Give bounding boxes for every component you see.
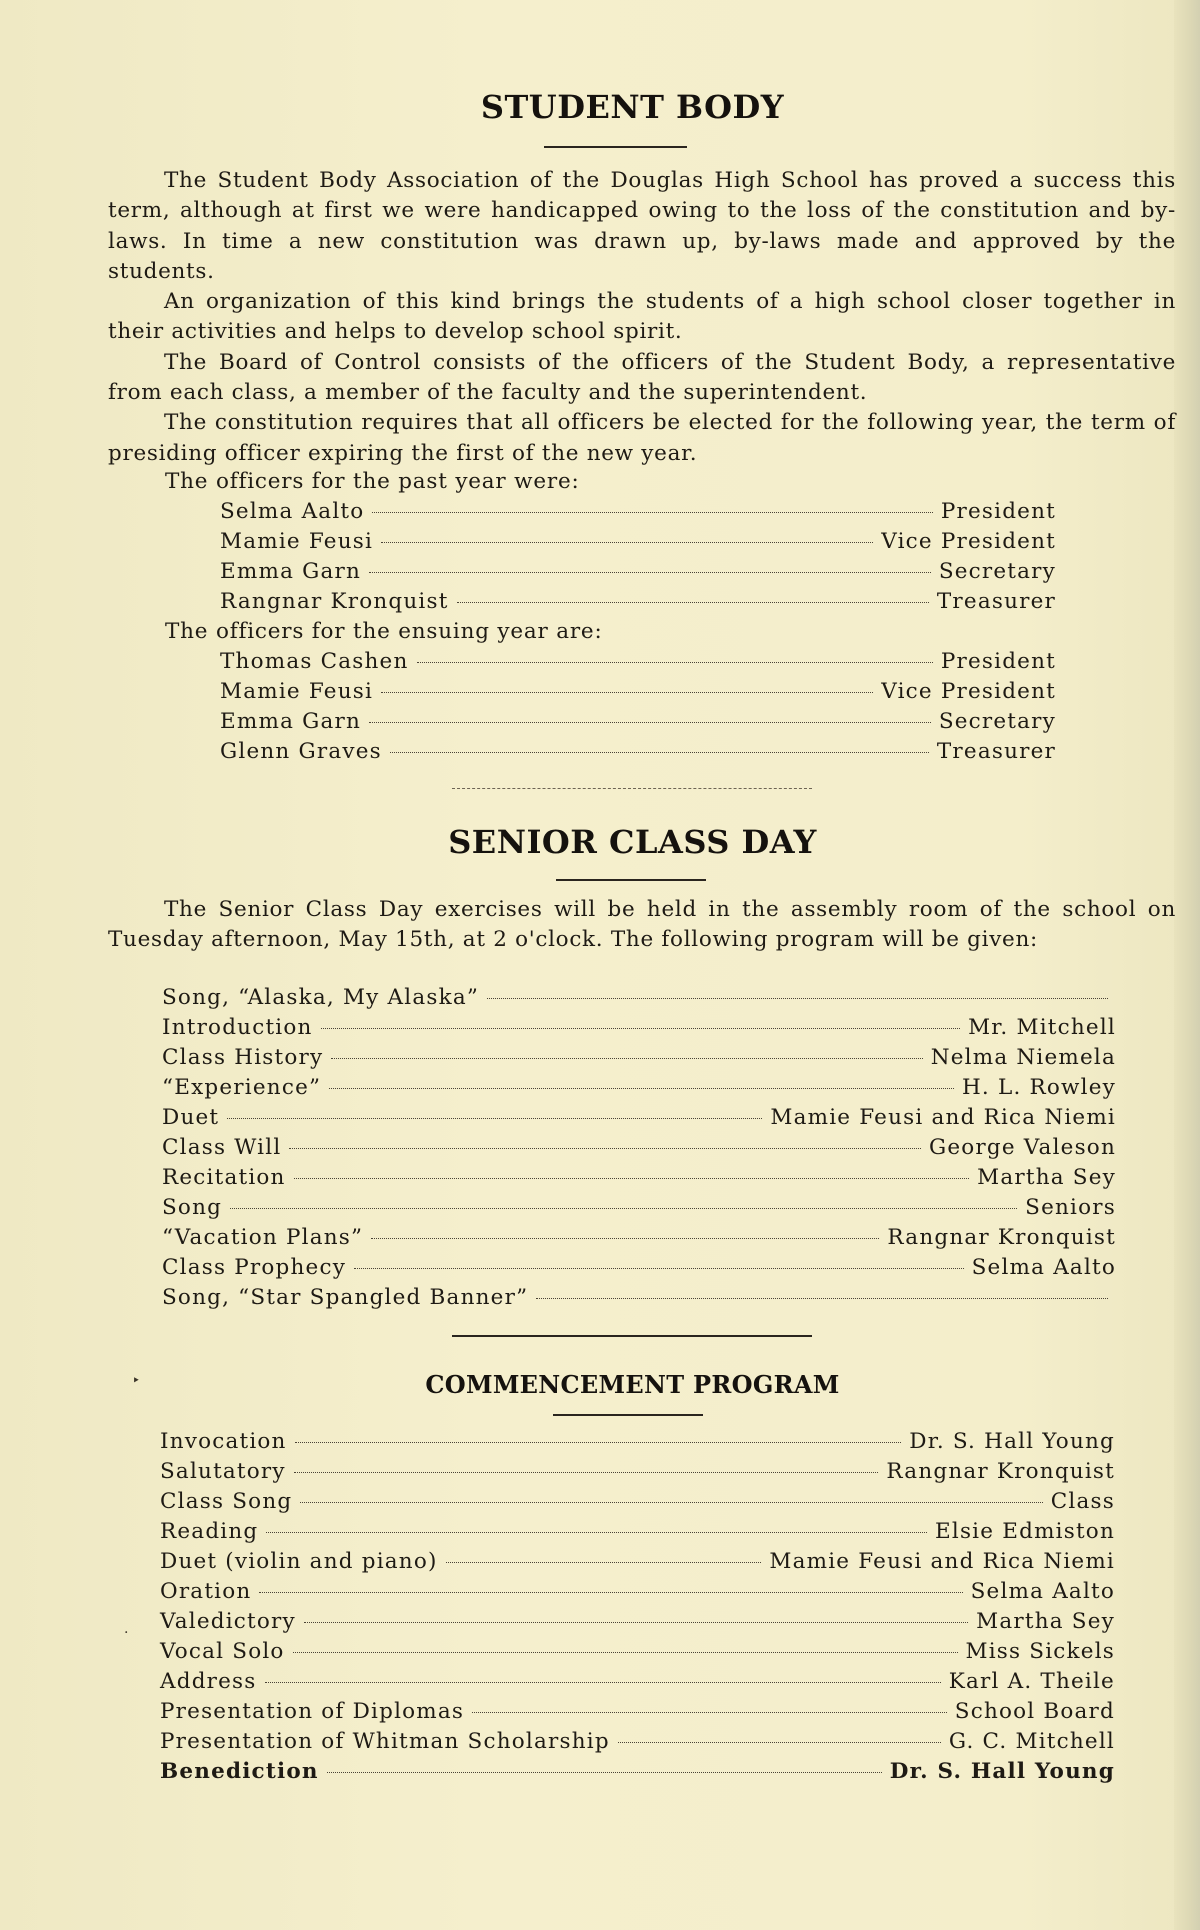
officer-name: Mamie Feusi [220, 529, 374, 554]
dot-leader [294, 1178, 970, 1179]
program-performer: Martha Sey [976, 1609, 1115, 1634]
stray-mark: . [124, 1621, 129, 1637]
program-performer: Dr. S. Hall Young [889, 1759, 1115, 1784]
program-item: Song, “Star Spangled Banner” [162, 1285, 529, 1310]
section-divider [452, 788, 812, 789]
program-item: Vocal Solo [160, 1639, 285, 1664]
dot-leader [390, 752, 929, 753]
officer-name: Emma Garn [220, 559, 362, 584]
dot-leader [487, 998, 1108, 999]
program-performer: Mamie Feusi and Rica Niemi [770, 1105, 1116, 1130]
program-row [160, 1549, 1115, 1574]
dot-leader [265, 1682, 941, 1683]
officer-name: Selma Aalto [220, 499, 365, 524]
program-row [162, 1165, 1116, 1190]
officer-row [220, 739, 1056, 764]
officer-row [220, 709, 1056, 734]
title-underline [556, 879, 706, 881]
program-row [160, 1729, 1115, 1754]
program-performer: Miss Sickels [965, 1639, 1115, 1664]
section-divider [452, 1335, 812, 1337]
dot-leader [266, 1532, 927, 1533]
program-row [160, 1759, 1115, 1784]
officer-office: Secretary [938, 559, 1056, 584]
program-item: Valedictory [160, 1609, 296, 1634]
program-row [162, 1195, 1116, 1220]
program-item: Invocation [160, 1429, 287, 1454]
officer-name: Thomas Cashen [220, 649, 409, 674]
program-row [160, 1459, 1115, 1484]
program-item: Presentation of Diplomas [160, 1699, 465, 1724]
program-performer: Selma Aalto [971, 1255, 1116, 1280]
program-item: Recitation [162, 1165, 286, 1190]
program-performer: School Board [954, 1699, 1115, 1724]
officer-office: Vice President [881, 529, 1056, 554]
dot-leader [259, 1592, 962, 1593]
dot-leader [369, 572, 931, 573]
program-performer: Seniors [1025, 1195, 1116, 1220]
program-performer: Nelma Niemela [930, 1045, 1116, 1070]
senior-class-day-text [108, 895, 1176, 956]
paragraph: The constitution requires that all officers be elected for the following year, the term of presiding officer expiring the first of the new year. [108, 410, 1176, 466]
dot-leader [371, 1238, 879, 1239]
officer-office: Secretary [938, 709, 1056, 734]
officer-office: Vice President [881, 679, 1056, 704]
program-item: Song, “Alaska, My Alaska” [162, 985, 480, 1010]
dot-leader [321, 1028, 961, 1029]
program-performer: Mr. Mitchell [968, 1015, 1116, 1040]
paragraph: The Senior Class Day exercises will be held in the assembly room of the school on Tuesday afternoon, May 15th, at 2 o'clock. The following program will be given: [108, 897, 1176, 953]
program-item: Oration [160, 1579, 252, 1604]
program-row [160, 1699, 1115, 1724]
paragraph: The Board of Control consists of the officers of the Student Body, a representative from each class, a member of the faculty and the superintendent. [108, 349, 1176, 406]
ensuing-officers-intro: The officers for the ensuing year are: [165, 619, 603, 644]
program-item: Class Prophecy [162, 1255, 347, 1280]
dot-leader [295, 1442, 902, 1443]
program-item: Class History [162, 1045, 324, 1070]
dot-leader [230, 1208, 1017, 1209]
program-performer: George Valeson [928, 1135, 1116, 1160]
stray-mark: ‣ [132, 1373, 141, 1389]
dot-leader [300, 1502, 1042, 1503]
program-row [160, 1489, 1115, 1514]
dot-leader [618, 1742, 941, 1743]
past-officers-intro: The officers for the past year were: [165, 469, 580, 494]
student-body-text [108, 166, 1176, 469]
program-row [160, 1519, 1115, 1544]
dot-leader [354, 1268, 964, 1269]
program-performer: Karl A. Theile [948, 1669, 1115, 1694]
officer-row [220, 529, 1056, 554]
program-item: Presentation of Whitman Scholarship [160, 1729, 610, 1754]
program-row [162, 1105, 1116, 1130]
dot-leader [369, 722, 931, 723]
dot-leader [294, 1472, 879, 1473]
program-item: “Vacation Plans” [162, 1225, 364, 1250]
program-performer: Martha Sey [977, 1165, 1116, 1190]
page-edge-shadow [1174, 0, 1200, 1930]
dot-leader [327, 1772, 882, 1773]
program-performer: Class [1050, 1489, 1115, 1514]
officer-name: Emma Garn [220, 709, 362, 734]
program-item: Class Will [162, 1135, 282, 1160]
program-row [160, 1639, 1115, 1664]
program-performer: Mamie Feusi and Rica Niemi [769, 1549, 1115, 1574]
program-row [160, 1579, 1115, 1604]
program-row [160, 1609, 1115, 1634]
officer-row [220, 559, 1056, 584]
program-row [162, 985, 1116, 1010]
program-row [162, 1225, 1116, 1250]
program-performer: G. C. Mitchell [948, 1729, 1115, 1754]
student-body-title: STUDENT BODY [480, 88, 785, 126]
program-row [162, 1045, 1116, 1070]
program-row [160, 1669, 1115, 1694]
program-row [162, 1255, 1116, 1280]
dot-leader [372, 512, 932, 513]
program-item: Benediction [160, 1759, 319, 1784]
officer-name: Rangnar Kronquist [220, 589, 449, 614]
dot-leader [381, 542, 873, 543]
officer-name: Glenn Graves [220, 739, 382, 764]
program-item: Song [162, 1195, 223, 1220]
dot-leader [457, 602, 929, 603]
dot-leader [331, 1058, 922, 1059]
program-row [162, 1135, 1116, 1160]
program-performer: H. L. Rowley [961, 1075, 1116, 1100]
officer-row [220, 589, 1056, 614]
officer-name: Mamie Feusi [220, 679, 374, 704]
officer-row [220, 649, 1056, 674]
program-item: Address [160, 1669, 257, 1694]
program-item: Duet (violin and piano) [160, 1549, 438, 1574]
program-item: Salutatory [160, 1459, 286, 1484]
program-performer: Dr. S. Hall Young [909, 1429, 1115, 1454]
dot-leader [536, 1298, 1108, 1299]
program-item: Reading [160, 1519, 259, 1544]
dot-leader [289, 1148, 921, 1149]
program-item: Introduction [162, 1015, 313, 1040]
officer-office: President [940, 649, 1056, 674]
program-performer: Rangnar Kronquist [886, 1459, 1115, 1484]
title-underline [544, 146, 687, 148]
program-performer: Selma Aalto [970, 1579, 1115, 1604]
dot-leader [381, 692, 873, 693]
dot-leader [227, 1118, 762, 1119]
program-item: “Experience” [162, 1075, 322, 1100]
program-row [162, 1015, 1116, 1040]
title-underline [553, 1414, 703, 1416]
program-item: Class Song [160, 1489, 293, 1514]
commencement-title: COMMENCEMENT PROGRAM [425, 1370, 840, 1399]
officer-row [220, 499, 1056, 524]
senior-class-day-title: SENIOR CLASS DAY [448, 823, 817, 861]
program-item: Duet [162, 1105, 220, 1130]
officer-office: Treasurer [936, 589, 1056, 614]
dot-leader [446, 1562, 762, 1563]
officer-office: Treasurer [936, 739, 1056, 764]
paragraph: An organization of this kind brings the students of a high school closer together in their activities and helps to develop school spirit. [108, 289, 1176, 345]
program-row [160, 1429, 1115, 1454]
officer-row [220, 679, 1056, 704]
program-performer: Elsie Edmiston [934, 1519, 1115, 1544]
program-row [162, 1075, 1116, 1100]
dot-leader [293, 1652, 958, 1653]
dot-leader [417, 662, 933, 663]
dot-leader [329, 1088, 954, 1089]
dot-leader [472, 1712, 947, 1713]
paragraph: The Student Body Association of the Douglas High School has proved a success this term, although at first we were handicapped owing to the loss of the constitution and by-laws. In time a new constitution was drawn up, by-laws made and approved by the students. [108, 168, 1176, 284]
officer-office: President [940, 499, 1056, 524]
program-performer: Rangnar Kronquist [887, 1225, 1116, 1250]
dot-leader [304, 1622, 968, 1623]
program-row [162, 1285, 1116, 1310]
